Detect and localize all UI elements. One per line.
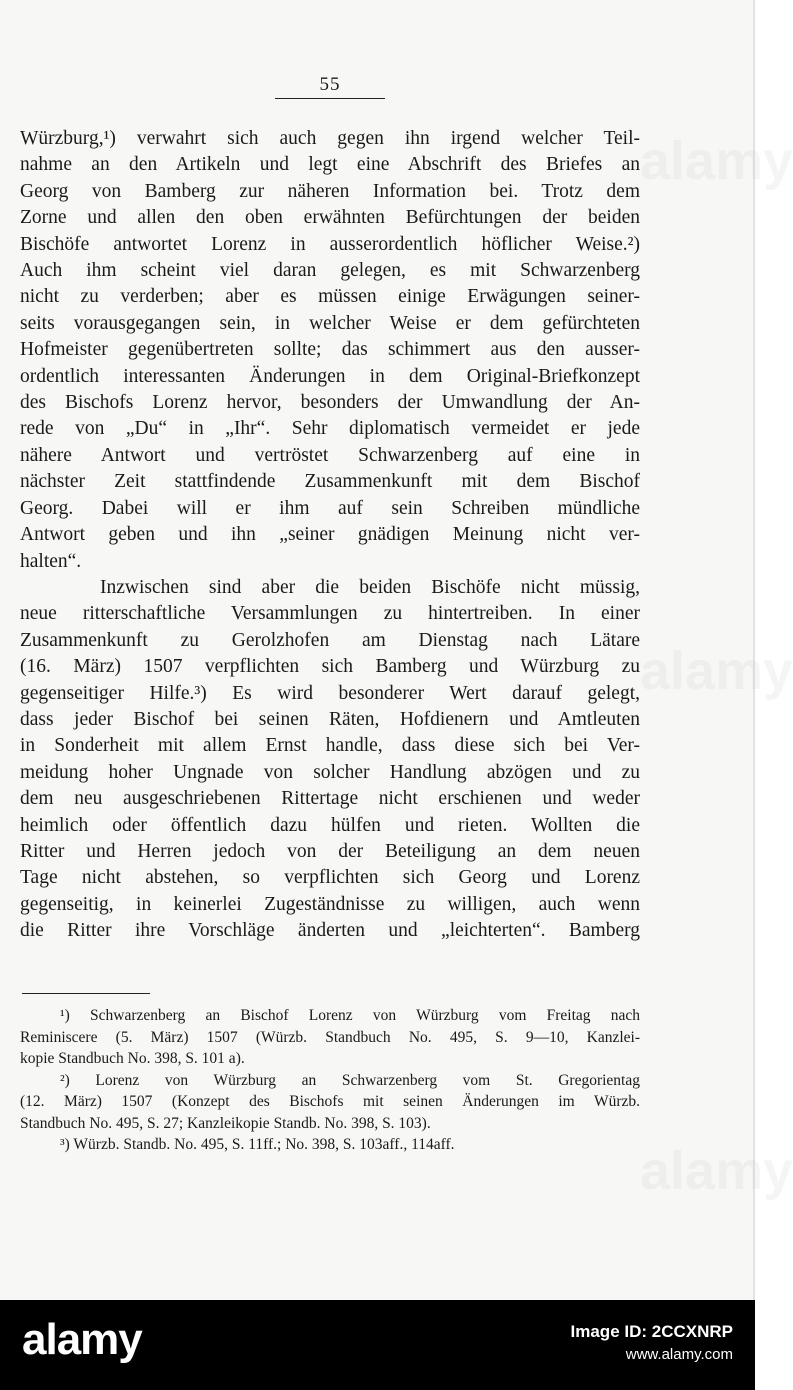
page-number-rule (275, 98, 385, 99)
body-line: Auch ihm scheint viel daran gelegen, es mit Schwarzenberg (20, 260, 640, 282)
body-line: nächster Zeit stattfindende Zusammenkunft mit dem Bischof (20, 471, 640, 493)
body-line: Bischöfe antwortet Lorenz in ausserordentlich höflicher Weise.²) (20, 233, 640, 255)
site-url: www.alamy.com (625, 1346, 733, 1363)
body-line: dem neu ausgeschriebenen Rittertage nicht erschienen und weder (20, 788, 640, 810)
body-line: Ritter und Herren jedoch von der Beteiligung an dem neuen (20, 840, 640, 862)
body-line: Georg von Bamberg zur näheren Information bei. Trotz dem (20, 180, 640, 202)
image-id: Image ID: 2CCXNRP (570, 1322, 733, 1341)
paragraph-start-line: Inzwischen sind aber die beiden Bischöfe nicht müssig, (100, 576, 640, 598)
body-line: seits vorausgegangen sein, in welcher Weise er dem gefürchteten (20, 312, 640, 334)
watermark: alamy (640, 1141, 793, 1201)
footnote-3-line: ³) Würzb. Standb. No. 495, S. 11ff.; No. 398, S. 103aff., 114aff. (60, 1136, 455, 1153)
body-line: rede von „Du“ in „Ihr“. Sehr diplomatisch vermeidet er jede (20, 418, 640, 440)
body-line: nähere Antwort und vertröstet Schwarzenberg auf eine in (20, 444, 640, 466)
body-line: Würzburg,¹) verwahrt sich auch gegen ihn irgend welcher Teil- (20, 128, 640, 149)
footnote-2-line: (12. März) 1507 (Konzept des Bischofs mit seinen Änderungen im Würzb. (20, 1093, 640, 1110)
image-info (571, 1322, 733, 1363)
body-line: die Ritter ihre Vorschläge änderten und „leichterten“. Bamberg (20, 920, 640, 942)
page-number: 55 (319, 74, 341, 95)
body-line: Antwort geben und ihn „seiner gnädigen Meinung nicht ver- (20, 524, 640, 546)
body-line: meidung hoher Ungnade von solcher Handlung abzögen und zu (20, 761, 640, 783)
footnote-1-line: ¹) Schwarzenberg an Bischof Lorenz von Würzburg vom Freitag nach (60, 1007, 640, 1024)
body-line: heimlich oder öffentlich dazu hülfen und rieten. Wollten die (20, 814, 640, 836)
alamy-logo: alamy (22, 1315, 142, 1364)
body-line: neue ritterschaftliche Versammlungen zu hintertreiben. In einer (20, 603, 640, 625)
body-line: halten“. (20, 550, 82, 572)
footnote-1-line: Reminiscere (5. März) 1507 (Würzb. Standbuch No. 495, S. 9—10, Kanzlei- (20, 1028, 640, 1046)
body-line: gegenseitig, in keinerlei Zugeständnisse zu willigen, auch wenn (20, 893, 640, 915)
body-line: Georg. Dabei will er ihm auf sein Schreiben mündliche (20, 497, 640, 519)
body-line: nahme an den Artikeln und legt eine Abschrift des Briefes an (20, 154, 640, 176)
body-line: Hofmeister gegenübertreten sollte; das schimmert aus den ausser- (20, 339, 640, 361)
footnote-1-line: kopie Standbuch No. 398, S. 101 a). (20, 1050, 245, 1067)
body-line: ordentlich interessanten Änderungen in dem Original-Briefkonzept (20, 365, 640, 387)
footnote-2-line: ²) Lorenz von Würzburg an Schwarzenberg vom St. Gregorientag (60, 1071, 640, 1089)
body-line: in Sonderheit mit allem Ernst handle, dass diese sich bei Ver- (20, 735, 640, 757)
body-line: dass jeder Bischof bei seinen Räten, Hofdienern und Amtleuten (20, 708, 640, 730)
body-line: des Bischofs Lorenz hervor, besonders der Umwandlung der An- (20, 392, 640, 414)
body-text (20, 126, 640, 945)
watermark: alamy (640, 641, 793, 701)
body-line: (16. März) 1507 verpflichten sich Bamberg und Würzburg zu (20, 656, 640, 678)
watermark: alamy (640, 131, 793, 191)
footnote-separator (22, 993, 150, 994)
body-line: gegenseitiger Hilfe.³) Es wird besonderer Wert darauf gelegt, (20, 682, 640, 704)
body-line: nicht zu verderben; aber es müssen einige Erwägungen seiner- (20, 286, 640, 308)
body-line: Zorne und allen den oben erwähnten Befürchtungen der beiden (20, 207, 640, 229)
footnotes (20, 1005, 640, 1156)
body-line: Zusammenkunft zu Gerolzhofen am Dienstag nach Lätare (20, 629, 640, 651)
body-line: Tage nicht abstehen, so verpflichten sich Georg und Lorenz (20, 867, 640, 889)
footnote-2-line: Standbuch No. 495, S. 27; Kanzleikopie Standb. No. 398, S. 103). (20, 1114, 431, 1132)
